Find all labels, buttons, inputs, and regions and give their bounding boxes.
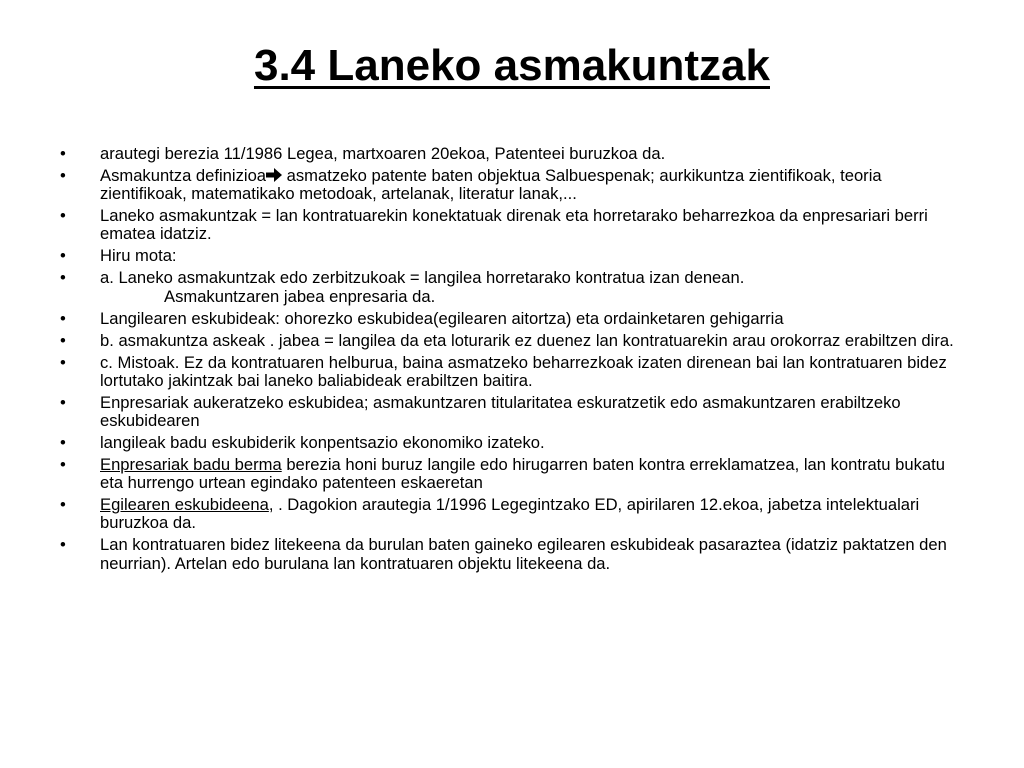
list-item-text: Enpresariak aukeratzeko eskubidea; asmakuntzaren titularitatea eskuratzetik edo asmakuntzaren erabiltzeko eskubidearen: [100, 392, 901, 431]
list-item: [60, 247, 960, 265]
bullet-dot: •: [60, 246, 66, 266]
list-item: [60, 394, 960, 430]
list-item: [60, 434, 960, 452]
list-item-text: c. Mistoak. Ez da kontratuaren helburua, baina asmatzeko beharrezkoak izaten direnean bai lan kontratuaren bidez lortutako jakintzak bai laneko baliabideak erabiltzen baitira.: [100, 352, 947, 390]
list-item: [60, 332, 960, 350]
bullet-dot: •: [60, 433, 66, 453]
list-item: [60, 354, 960, 390]
slide-title: [0, 36, 1024, 96]
list-item: [60, 145, 960, 163]
bullet-dot: •: [60, 206, 66, 226]
list-item-text: b. asmakuntza askeak . jabea = langilea da eta loturarik ez duenez lan kontratuarekin arau orokorraz erabiltzen dira.: [100, 330, 954, 350]
list-item: [60, 536, 960, 572]
list-item: [60, 496, 960, 532]
arrow-right-icon: [266, 168, 282, 182]
list-item-text: Lan kontratuaren bidez litekeena da burulan baten gaineko egilearen eskubideak pasaraztea (idatziz paktatzen den neurrian). Artelan edo burulana lan kontratuaren objektu litekeena da.: [100, 535, 947, 573]
list-item-indented-text: Asmakuntzaren jabea enpresaria da.: [164, 286, 436, 306]
list-item-text: arautegi berezia 11/1986 Legea, martxoaren 20ekoa, Patenteei buruzkoa da.: [100, 144, 666, 163]
list-item: [60, 167, 960, 203]
list-item-text: a. Laneko asmakuntzak edo zerbitzukoak = langilea horretarako kontratua izan denean.: [100, 268, 745, 288]
list-item: [60, 269, 960, 305]
underlined-phrase: Egilearen eskubideena: [100, 495, 269, 515]
bullet-dot: •: [60, 330, 66, 350]
list-item-text: , . Dagokion arautegia 1/1996 Legegintzako ED, apirilaren 12.ekoa, jabetza intelektualari buruzkoa da.: [100, 495, 920, 533]
bullet-dot: •: [60, 166, 66, 185]
bullet-dot: •: [60, 308, 66, 328]
list-item-text: Langilearen eskubideak: ohorezko eskubidea(egilearen aitortza) eta ordainketaren gehigarria: [100, 308, 784, 328]
list-item-text: berezia honi buruz langile edo hirugarren baten kontra erreklamatzea, lan kontratu bukatu eta hurrengo urtean egindako patenteen eskaeretan: [100, 455, 945, 493]
bullet-dot: •: [60, 495, 66, 515]
list-item-text: Asmakuntza definizioa: [100, 166, 267, 185]
list-item: [60, 456, 960, 492]
list-item-text: asmatzeko patente baten objektua Salbuespenak; aurkikuntza zientifikoak, teoria zientifikoak, matematikako metodoak, artelanak, literatur lanak,...: [100, 166, 882, 204]
bullet-dot: •: [60, 144, 66, 163]
bullet-dot: •: [60, 392, 66, 412]
slide-title-text: 3.4 Laneko asmakuntzak: [253, 41, 770, 90]
bullet-list: [60, 145, 960, 577]
list-item: [60, 310, 960, 328]
underlined-phrase: Enpresariak badu berma: [100, 455, 282, 475]
bullet-dot: •: [60, 268, 66, 288]
list-item-text: Hiru mota:: [100, 246, 177, 266]
list-item: [60, 207, 960, 243]
list-item-text: langileak badu eskubiderik konpentsazio ekonomiko izateko.: [100, 433, 545, 453]
list-item-text: Laneko asmakuntzak = lan kontratuarekin konektatuak direnak eta horretarako beharrezkoa da enpresariari berri ematea idatziz.: [100, 206, 928, 244]
bullet-dot: •: [60, 352, 66, 372]
bullet-dot: •: [60, 455, 66, 475]
bullet-dot: •: [60, 535, 66, 555]
